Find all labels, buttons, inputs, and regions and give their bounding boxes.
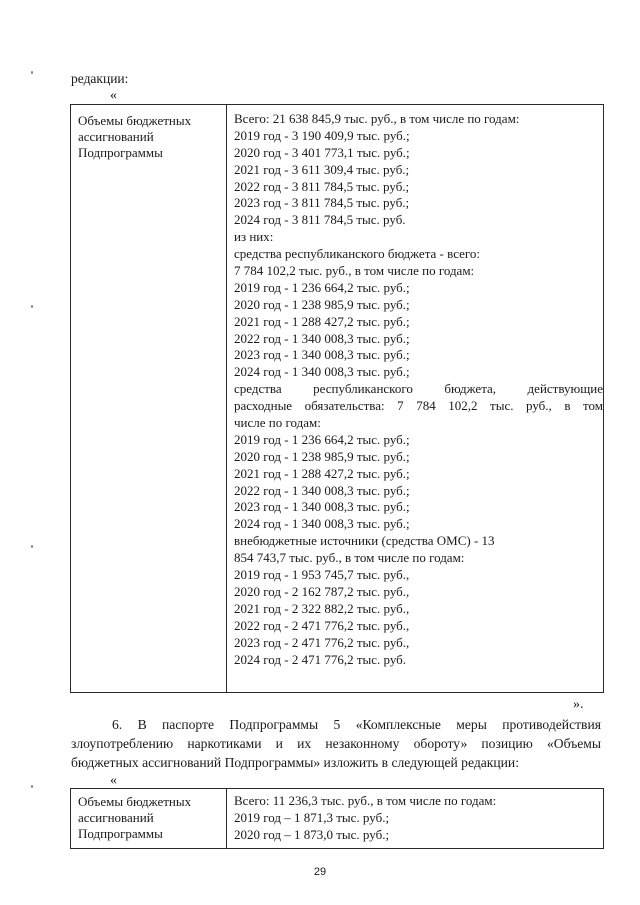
funding-line: 2023 год - 3 811 784,5 тыс. руб.; xyxy=(234,195,410,211)
table-left-cell xyxy=(78,113,191,161)
open-quote: « xyxy=(110,88,117,103)
funding-line: 2021 год - 3 611 309,4 тыс. руб.; xyxy=(234,161,410,177)
funding-line: внебюджетные источники (средства ОМС) - 13 xyxy=(234,533,495,549)
funding-line: 2020 год - 3 401 773,1 тыс. руб.; xyxy=(234,144,410,160)
funding-line: Всего: 11 236,3 тыс. руб., в том числе по годам: xyxy=(234,793,497,808)
table-right-cell xyxy=(234,793,603,844)
left-cell-line: Подпрограммы xyxy=(78,826,163,841)
scan-speck xyxy=(31,305,33,308)
funding-line: 2021 год - 1 288 427,2 тыс. руб.; xyxy=(234,465,410,481)
table-divider xyxy=(226,789,227,848)
funding-line: 2024 год - 1 340 008,3 тыс. руб.; xyxy=(234,516,410,532)
table-left-cell xyxy=(78,794,191,842)
funding-line: 2020 год - 1 238 985,9 тыс. руб.; xyxy=(234,448,410,464)
funding-line: 2023 год - 1 340 008,3 тыс. руб.; xyxy=(234,347,410,363)
funding-line: 2022 год - 1 340 008,3 тыс. руб.; xyxy=(234,330,410,346)
funding-line: 2019 год - 1 236 664,2 тыс. руб.; xyxy=(234,431,410,447)
funding-line: 2019 год - 1 236 664,2 тыс. руб.; xyxy=(234,279,410,295)
section-6-paragraph xyxy=(71,715,601,772)
funding-line: 2022 год - 1 340 008,3 тыс. руб.; xyxy=(234,482,410,498)
funding-line: Всего: 21 638 845,9 тыс. руб., в том числе по годам: xyxy=(234,111,520,126)
page-number: 29 xyxy=(313,866,327,878)
left-cell-line: Объемы бюджетных xyxy=(78,794,192,809)
left-cell-line: Подпрограммы xyxy=(78,145,163,160)
funding-line: 2024 год - 2 471 776,2 тыс. руб. xyxy=(234,651,407,667)
funding-line: 2024 год - 1 340 008,3 тыс. руб.; xyxy=(234,364,410,380)
funding-line: 2022 год - 2 471 776,2 тыс. руб., xyxy=(234,617,410,633)
funding-line: 2020 год - 1 238 985,9 тыс. руб.; xyxy=(234,296,410,312)
funding-line: числе по годам: xyxy=(234,415,321,431)
funding-line: 2024 год - 3 811 784,5 тыс. руб. xyxy=(234,212,406,228)
scan-speck xyxy=(31,71,33,74)
budget-table-1 xyxy=(70,104,604,693)
left-cell-line: Объемы бюджетных xyxy=(78,113,192,128)
scan-speck xyxy=(31,785,33,788)
funding-line: средства республиканского бюджета - всего: xyxy=(234,246,481,262)
funding-line: 2019 год - 1 953 745,7 тыс. руб., xyxy=(234,567,410,583)
paragraph-line: злоупотреблению наркотиками и их незаконному обороту» позицию «Объемы xyxy=(71,736,601,751)
funding-line: 854 743,7 тыс. руб., в том числе по годам: xyxy=(234,550,465,566)
paragraph-line: бюджетных ассигнований Подпрограммы» изложить в следующей редакции: xyxy=(71,755,519,770)
funding-line: 2023 год - 2 471 776,2 тыс. руб., xyxy=(234,634,410,650)
funding-line: расходные обязательства: 7 784 102,2 тыс. руб., в том xyxy=(234,398,603,414)
scan-speck xyxy=(31,545,33,548)
funding-line: из них: xyxy=(234,229,274,245)
budget-table-2 xyxy=(70,788,604,849)
funding-line: 2021 год - 1 288 427,2 тыс. руб.; xyxy=(234,313,410,329)
table-right-cell xyxy=(234,111,603,668)
paragraph-line: 6. В паспорте Подпрограммы 5 «Комплексные меры противодействия xyxy=(112,717,601,732)
left-cell-line: ассигнований xyxy=(78,810,154,825)
funding-line: 2019 год - 3 190 409,9 тыс. руб.; xyxy=(234,127,410,143)
funding-line: 7 784 102,2 тыс. руб., в том числе по годам: xyxy=(234,263,475,279)
funding-line: 2021 год - 2 322 882,2 тыс. руб., xyxy=(234,600,410,616)
funding-line: 2022 год - 3 811 784,5 тыс. руб.; xyxy=(234,178,410,194)
funding-line: 2020 год - 2 162 787,2 тыс. руб., xyxy=(234,583,410,599)
left-cell-line: ассигнований xyxy=(78,129,154,144)
funding-line: 2020 год – 1 873,0 тыс. руб.; xyxy=(234,826,390,842)
funding-line: 2019 год – 1 871,3 тыс. руб.; xyxy=(234,809,390,825)
table-divider xyxy=(226,105,227,692)
close-quote: ». xyxy=(573,697,584,712)
funding-line: средства республиканского бюджета, действующие xyxy=(234,381,603,397)
open-quote: « xyxy=(110,773,117,788)
lead-word: редакции: xyxy=(71,71,129,86)
funding-line: 2023 год - 1 340 008,3 тыс. руб.; xyxy=(234,499,410,515)
